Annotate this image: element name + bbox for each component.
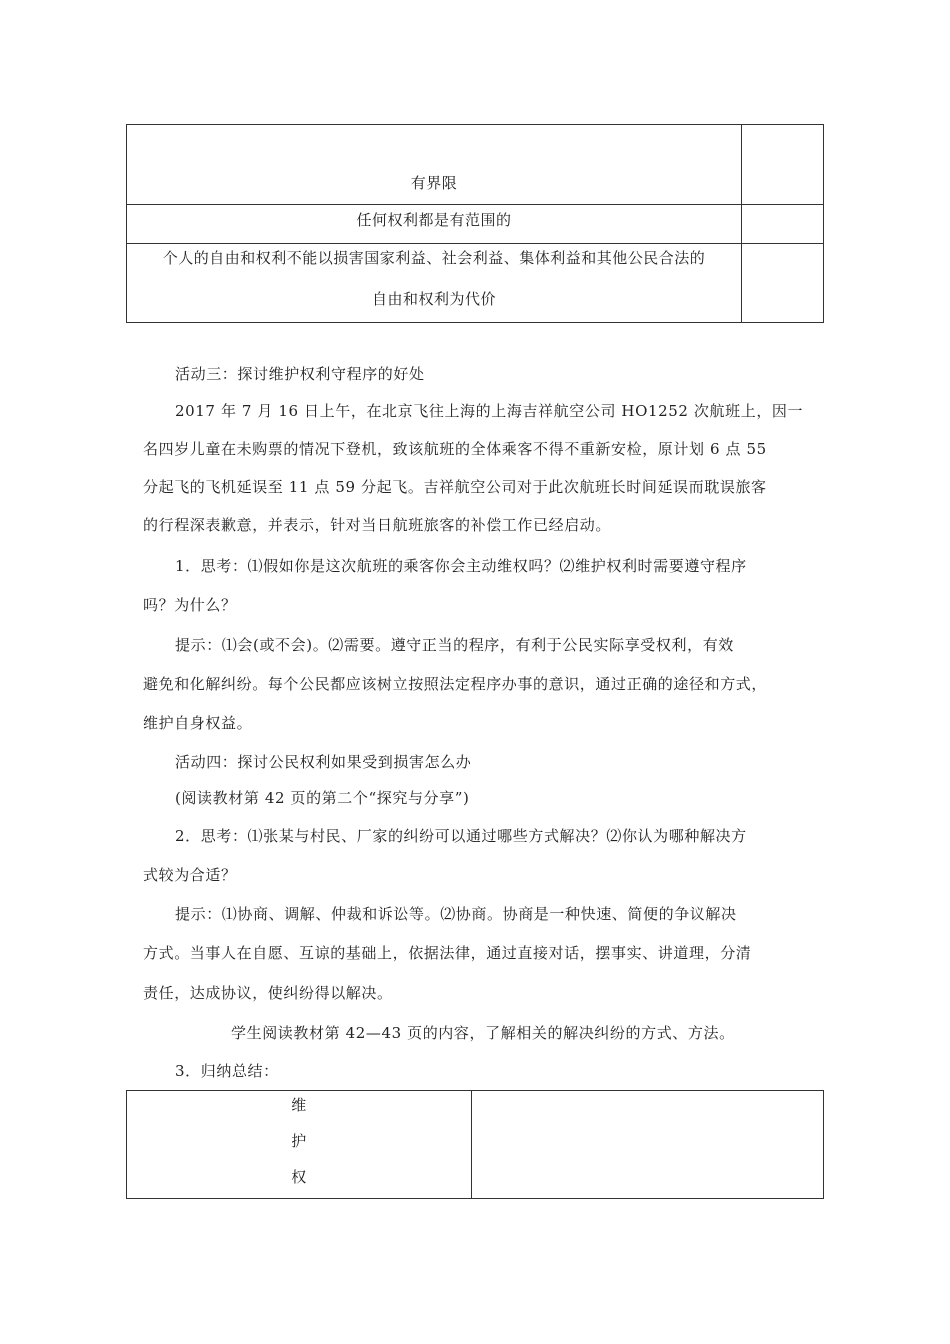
case-line-4: 的行程深表歉意，并表示，针对当日航班旅客的补偿工作已经启动。 bbox=[143, 516, 612, 534]
hint1-line-2: 避免和化解纠纷。每个公民都应该树立按照法定程序办事的意识，通过正确的途径和方式， bbox=[143, 675, 768, 693]
hint2-line-3: 责任，达成协议，使纠纷得以解决。 bbox=[143, 984, 393, 1002]
read-note: (阅读教材第 42 页的第二个“探究与分享”) bbox=[175, 789, 470, 807]
table-cell-cost-line1: 个人的自由和权利不能以损害国家利益、社会利益、集体利益和其他公民合法的 bbox=[162, 249, 706, 267]
case-line-3: 分起飞的飞机延误至 11 点 59 分起飞。吉祥航空公司对于此次航班长时间延误而耽误旅客 bbox=[143, 478, 767, 496]
hint1-line-1: 提示：⑴会(或不会)。⑵需要。遵守正当的程序，有利于公民实际享受权利，有效 bbox=[175, 636, 734, 654]
case-line-1: 2017 年 7 月 16 日上午，在北京飞往上海的上海吉祥航空公司 HO1252 次航班上，因一 bbox=[175, 402, 804, 420]
case-line-2: 名四岁儿童在未购票的情况下登机，致该航班的全体乘客不得不重新安检，原计划 6 点 55 bbox=[143, 440, 767, 458]
summary-char-2: 护 bbox=[291, 1132, 307, 1150]
activity3-title: 活动三：探讨维护权利守程序的好处 bbox=[175, 365, 425, 383]
question1-line-2: 吗？为什么？ bbox=[143, 596, 237, 614]
summary-char-3: 权 bbox=[291, 1168, 307, 1186]
summary-table bbox=[126, 1090, 824, 1199]
hint2-line-1: 提示：⑴协商、调解、仲裁和诉讼等。⑵协商。协商是一种快速、简便的争议解决 bbox=[175, 905, 737, 923]
table-cell-cost-line2: 自由和权利为代价 bbox=[371, 290, 496, 308]
table-cell-limit: 有界限 bbox=[410, 174, 458, 192]
summary-char-1: 维 bbox=[291, 1096, 307, 1114]
question1-line-1: 1．思考：⑴假如你是这次航班的乘客你会主动维权吗？⑵维护权利时需要遵守程序 bbox=[175, 557, 747, 575]
hint1-line-3: 维护自身权益。 bbox=[143, 714, 253, 732]
rights-limit-table bbox=[126, 124, 824, 323]
question2-line-2: 式较为合适？ bbox=[143, 866, 237, 884]
hint2-line-2: 方式。当事人在自愿、互谅的基础上，依据法律，通过直接对话，摆事实、讲道理，分清 bbox=[143, 944, 752, 962]
table-cell-scope: 任何权利都是有范围的 bbox=[356, 211, 512, 229]
activity4-title: 活动四：探讨公民权利如果受到损害怎么办 bbox=[175, 753, 472, 771]
question2-line-1: 2．思考：⑴张某与村民、厂家的纠纷可以通过哪些方式解决？⑵你认为哪种解决方 bbox=[175, 827, 747, 845]
student-reading-note: 学生阅读教材第 42—43 页的内容，了解相关的解决纠纷的方式、方法。 bbox=[231, 1024, 735, 1042]
summary-title: 3．归纳总结： bbox=[175, 1062, 279, 1080]
